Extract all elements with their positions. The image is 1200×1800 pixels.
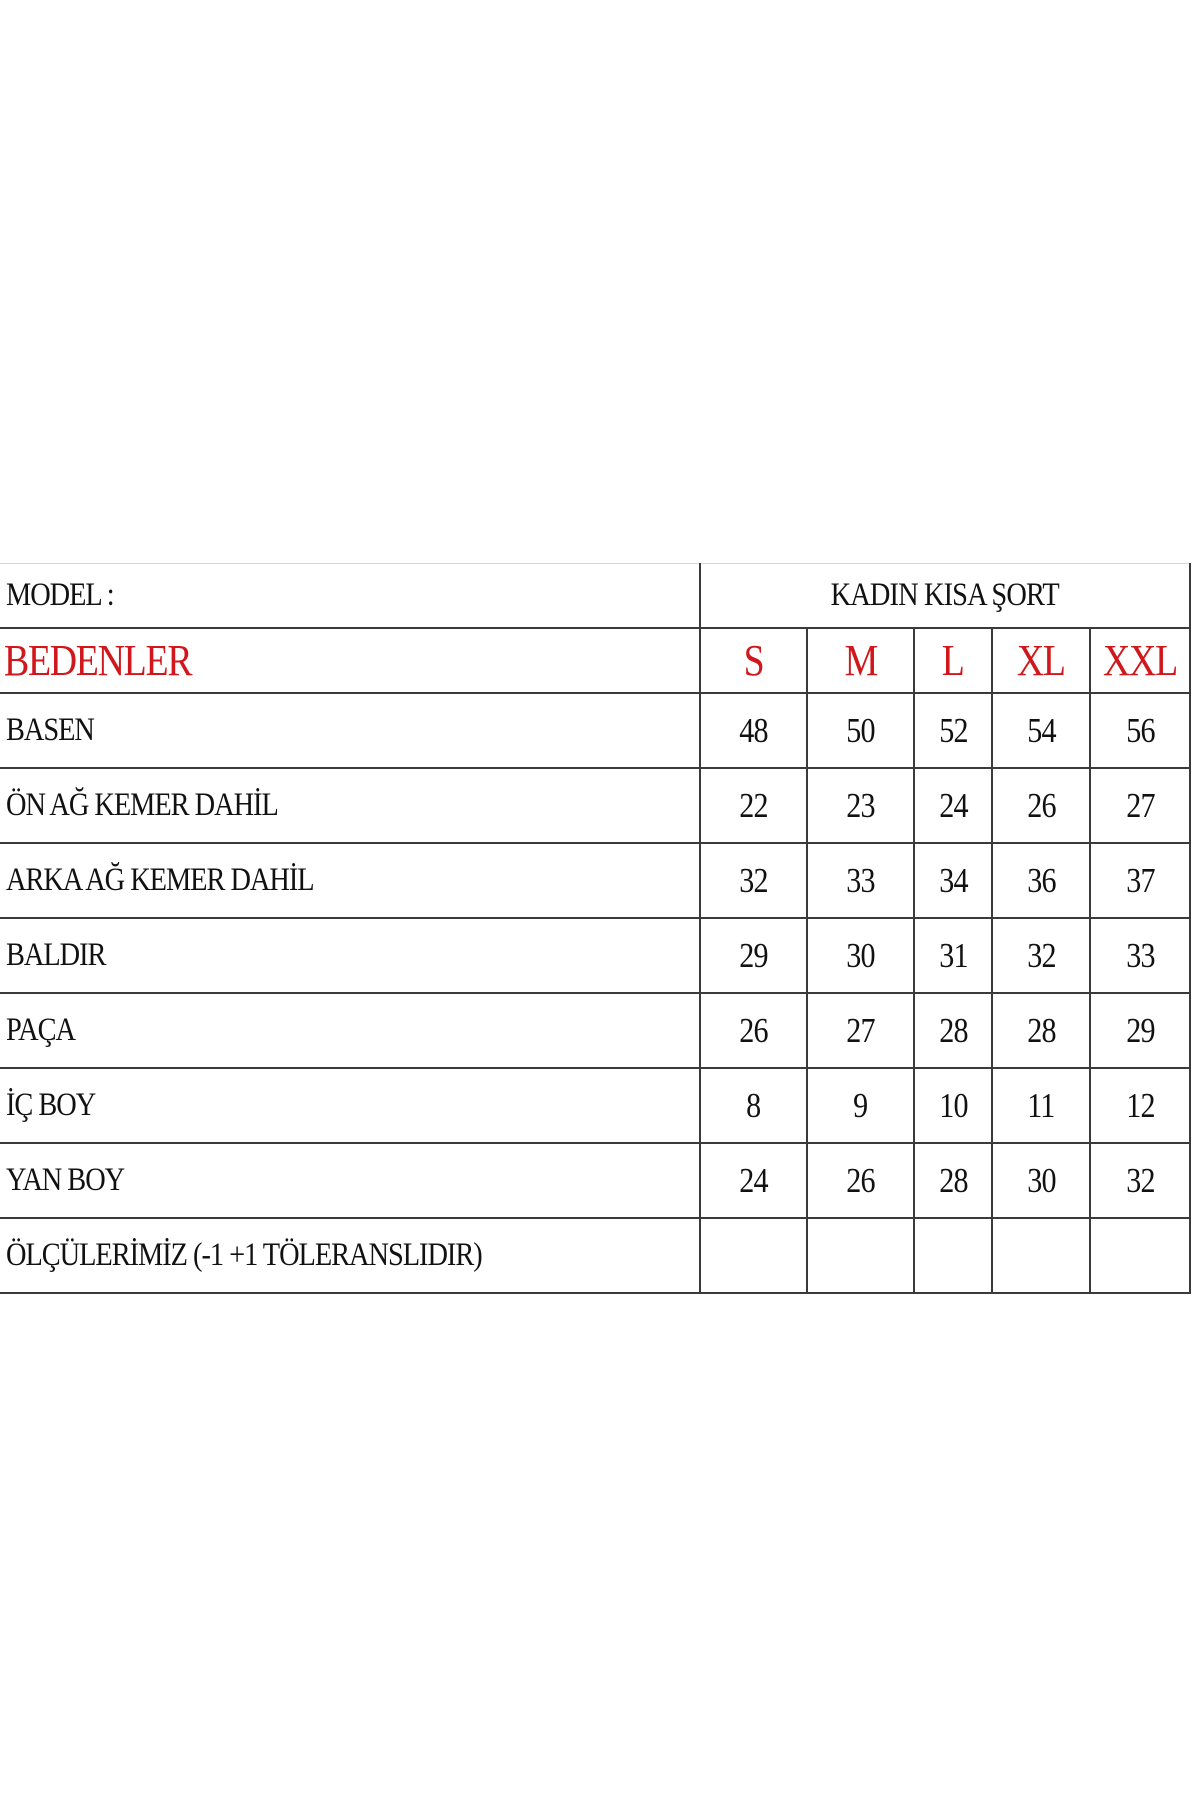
row-label: ARKA AĞ KEMER DAHİL xyxy=(0,843,700,918)
table-cell: 36 xyxy=(992,843,1090,918)
empty-cell xyxy=(1090,1218,1190,1293)
table-cell: 31 xyxy=(914,918,992,993)
table-row xyxy=(0,1143,1190,1218)
model-label: MODEL : xyxy=(6,577,114,613)
row-label: BASEN xyxy=(0,693,700,768)
table-cell: 29 xyxy=(1090,993,1190,1068)
table-cell: 22 xyxy=(700,768,807,843)
size-chart-table xyxy=(0,563,1191,1294)
row-label: İÇ BOY xyxy=(0,1068,700,1143)
table-cell: 26 xyxy=(807,1143,914,1218)
table-cell: 37 xyxy=(1090,843,1190,918)
empty-cell xyxy=(992,1218,1090,1293)
table-cell: 28 xyxy=(992,993,1090,1068)
table-cell: 30 xyxy=(807,918,914,993)
row-label: ÖN AĞ KEMER DAHİL xyxy=(0,768,700,843)
empty-cell xyxy=(914,1218,992,1293)
table-cell: 50 xyxy=(807,693,914,768)
table-cell: 12 xyxy=(1090,1068,1190,1143)
sizes-label-cell xyxy=(0,628,700,693)
table-row xyxy=(0,993,1190,1068)
table-cell: 33 xyxy=(1090,918,1190,993)
table-cell: 26 xyxy=(700,993,807,1068)
table-cell: 33 xyxy=(807,843,914,918)
model-row xyxy=(0,564,1190,629)
table-cell: 54 xyxy=(992,693,1090,768)
table-cell: 8 xyxy=(700,1068,807,1143)
table-cell: 52 xyxy=(914,693,992,768)
model-name: KADIN KISA ŞORT xyxy=(830,577,1060,613)
table-cell: 27 xyxy=(1090,768,1190,843)
row-label: PAÇA xyxy=(0,993,700,1068)
size-header-s: S xyxy=(700,628,807,693)
model-label-cell xyxy=(0,564,700,629)
table-cell: 32 xyxy=(700,843,807,918)
tolerance-note-row xyxy=(0,1218,1190,1293)
table-row xyxy=(0,918,1190,993)
table-cell: 26 xyxy=(992,768,1090,843)
table-row xyxy=(0,693,1190,768)
tolerance-note: ÖLÇÜLERİMİZ (-1 +1 TÖLERANSLIDIR) xyxy=(0,1218,700,1293)
size-header-xxl: XXL xyxy=(1090,628,1190,693)
table-cell: 24 xyxy=(700,1143,807,1218)
empty-cell xyxy=(807,1218,914,1293)
table-cell: 23 xyxy=(807,768,914,843)
table-cell: 24 xyxy=(914,768,992,843)
table-cell: 11 xyxy=(992,1068,1090,1143)
model-name-cell xyxy=(700,564,1190,629)
table-cell: 29 xyxy=(700,918,807,993)
table-cell: 28 xyxy=(914,993,992,1068)
table-cell: 28 xyxy=(914,1143,992,1218)
row-label: BALDIR xyxy=(0,918,700,993)
table-row xyxy=(0,1068,1190,1143)
table-cell: 32 xyxy=(992,918,1090,993)
size-header-xl: XL xyxy=(992,628,1090,693)
table-cell: 9 xyxy=(807,1068,914,1143)
row-label: YAN BOY xyxy=(0,1143,700,1218)
table-row xyxy=(0,768,1190,843)
size-header-l: L xyxy=(914,628,992,693)
sizes-header-row xyxy=(0,628,1190,693)
table-cell: 10 xyxy=(914,1068,992,1143)
table-row xyxy=(0,843,1190,918)
table-cell: 34 xyxy=(914,843,992,918)
table-cell: 32 xyxy=(1090,1143,1190,1218)
table-cell: 48 xyxy=(700,693,807,768)
sizes-label: BEDENLER xyxy=(4,636,192,685)
empty-cell xyxy=(700,1218,807,1293)
table-cell: 27 xyxy=(807,993,914,1068)
table-cell: 30 xyxy=(992,1143,1090,1218)
size-header-m: M xyxy=(807,628,914,693)
table-cell: 56 xyxy=(1090,693,1190,768)
